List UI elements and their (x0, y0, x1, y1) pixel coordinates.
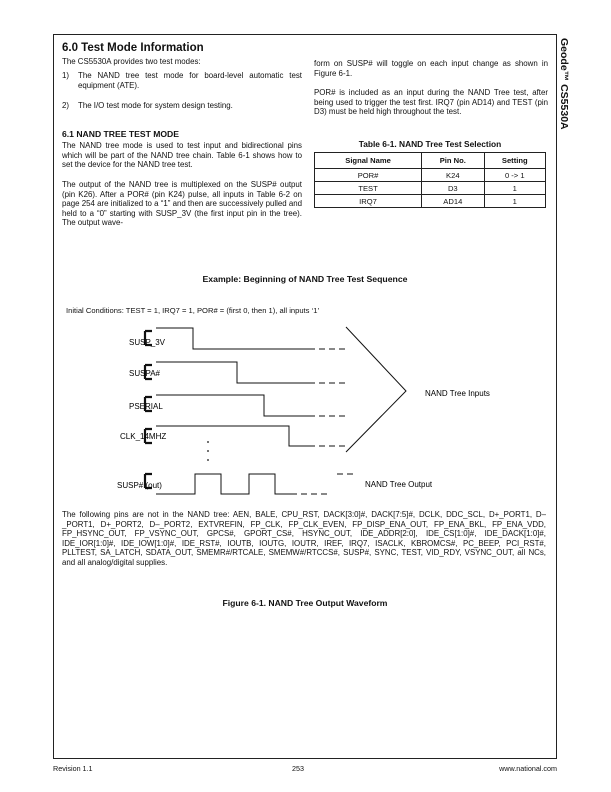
table-header: Setting (484, 153, 545, 169)
table-row (315, 169, 546, 182)
table-cell: TEST (315, 182, 422, 195)
nand-tree-inputs-label: NAND Tree Inputs (425, 389, 490, 398)
section-title: 6.0 Test Mode Information (62, 42, 204, 54)
nand-tree-selection-table (314, 152, 546, 208)
footer-revision: Revision 1.1 (53, 764, 93, 773)
waveform-susp3v (156, 328, 315, 349)
table-row (315, 195, 546, 208)
figure-caption: Figure 6-1. NAND Tree Output Waveform (222, 598, 388, 608)
table-caption: Table 6-1. NAND Tree Test Selection (358, 139, 502, 149)
paragraph-3: form on SUSP# will toggle on each input change as shown in Figure 6-1. (314, 59, 548, 78)
table-header: Pin No. (422, 153, 484, 169)
vdot (207, 450, 209, 452)
paragraph-1: The NAND tree mode is used to test input and bidirectional pins which will be part of the NAND tree chain. Table 6-1 shows how to set the device for the NAND tree test. (62, 141, 302, 170)
signal-label-susp-out: SUSP# (out) (117, 481, 162, 490)
paragraph-2: The output of the NAND tree is multiplexed on the SUSP# output (pin K26). After a POR# (pin K24) pulse, all inputs in Table 6-2 on page 254 are initialized to a “1” and then are successively pulled and held to a “0” starting with SUSP_3V (the first input pin in the tree). The output wave- (62, 180, 302, 228)
table-cell: POR# (315, 169, 422, 182)
figure-title: Example: Beginning of NAND Tree Test Sequence (202, 274, 408, 284)
signal-label-suspa: SUSPA# (129, 369, 160, 378)
table-header: Signal Name (315, 153, 422, 169)
footer-url: www.national.com (499, 764, 557, 773)
nand-tree-output-label: NAND Tree Output (365, 480, 433, 489)
input-convergence-lines (346, 327, 406, 452)
subsection-title: 6.1 NAND TREE TEST MODE (62, 129, 179, 139)
waveform-clk14mhz (156, 426, 315, 446)
nand-tree-waveform (53, 318, 557, 508)
table-cell: 0 -> 1 (484, 169, 545, 182)
mode-2-text: The I/O test mode for system design testing. (78, 101, 233, 110)
exclusion-text: The following pins are not in the NAND tree: AEN, BALE, CPU_RST, DACK[3:0]#, DACK[7:5]#, DCLK, DDC_SCL, D+_PORT1, D–_PORT1, D+_PORT2, D–_PORT2, EXTVREFIN, FP_CLK, FP_CLK_EVEN, FP_DISP_ENA_OUT, FP_ENA_BKL, FP_ENA_VDD, FP_HSYNC_OUT, FP_VSYNC_OUT, GPCS#, GPORT_CS#, HSYNC_OUT, IDE_ADDR[2:0], IDE_CS[1:0]#, IDE_DACK[1:0]#, IDE_IOR[1:0]#, IDE_IOW[1:0]#, IDE_RST#, IOUTB, IOUTG, IOUTR, IREF, IRQ7, ISACLK, KBROMCS#, PC_BEEP, PCI_RST#, PLLTEST, SA_LATCH, SDATA_OUT, SMEMR#/RTCALE, SMEMW#/RTCCS#, SUSP#, SYNC, TEST, VID_RDY, VSYNC_OUT, all NCs, and all analog/digital supplies. (62, 510, 546, 567)
waveform-suspa (156, 362, 315, 383)
table-cell: 1 (484, 182, 545, 195)
mode-1-num: 1) (62, 71, 70, 80)
intro-text: The CS5530A provides two test modes: (62, 57, 201, 66)
signal-label-susp3v: SUSP_3V (129, 338, 166, 347)
signal-label-pserial: PSERIAL (129, 402, 163, 411)
signal-label-clk14mhz: CLK_14MHZ (120, 432, 167, 441)
mode-2-num: 2) (62, 101, 70, 110)
footer-page-number: 253 (292, 764, 304, 773)
table-cell: IRQ7 (315, 195, 422, 208)
mode-1-text: The NAND tree test mode for board-level automatic test equipment (ATE). (78, 71, 302, 90)
table-cell: K24 (422, 169, 484, 182)
paragraph-4: POR# is included as an input during the NAND Tree test, after being used to trigger the test first. IRQ7 (pin AD14) and TEST (pin D3) must be held high throughout the test. (314, 88, 548, 117)
waveform-pserial (156, 395, 315, 416)
vdot (207, 441, 209, 443)
table-cell: AD14 (422, 195, 484, 208)
waveform-susp-out (156, 474, 297, 494)
vdot (207, 459, 209, 461)
table-row (315, 182, 546, 195)
initial-conditions: Initial Conditions: TEST = 1, IRQ7 = 1, POR# = (first 0, then 1), all inputs ‘1’ (66, 306, 320, 315)
continuation-dashes (301, 474, 353, 494)
table-cell: 1 (484, 195, 545, 208)
sidebar-title: Geode™ CS5530A (558, 38, 570, 130)
table-cell: D3 (422, 182, 484, 195)
